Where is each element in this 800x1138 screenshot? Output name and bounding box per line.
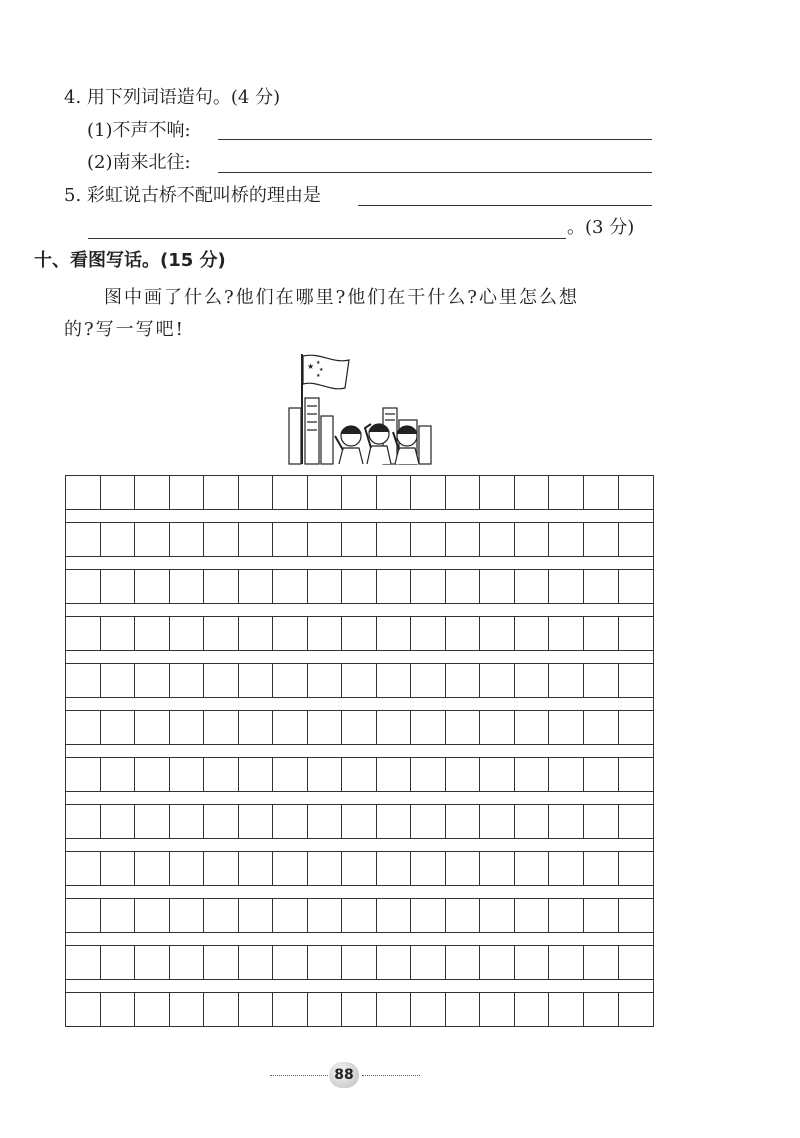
grid-cell[interactable] (170, 899, 205, 932)
grid-cell[interactable] (204, 570, 239, 603)
grid-cell[interactable] (411, 711, 446, 744)
grid-cell[interactable] (411, 758, 446, 791)
grid-cell[interactable] (446, 617, 481, 650)
grid-cell[interactable] (619, 805, 654, 838)
grid-cell[interactable] (170, 852, 205, 885)
grid-cell[interactable] (239, 852, 274, 885)
grid-cell[interactable] (480, 805, 515, 838)
grid-row-gap (65, 604, 654, 616)
grid-cell[interactable] (446, 711, 481, 744)
grid-cell[interactable] (66, 899, 101, 932)
grid-cell[interactable] (66, 617, 101, 650)
grid-cell[interactable] (342, 758, 377, 791)
grid-cell[interactable] (66, 711, 101, 744)
grid-cell[interactable] (411, 523, 446, 556)
grid-cell[interactable] (66, 476, 101, 509)
grid-cell[interactable] (308, 523, 343, 556)
grid-cell[interactable] (204, 476, 239, 509)
grid-cell[interactable] (480, 570, 515, 603)
grid-cell[interactable] (204, 899, 239, 932)
grid-cell[interactable] (101, 711, 136, 744)
grid-cell[interactable] (584, 617, 619, 650)
grid-cell[interactable] (377, 805, 412, 838)
grid-cell[interactable] (101, 852, 136, 885)
grid-cell[interactable] (446, 664, 481, 697)
section10-heading: 十、看图写话。(15 分) (34, 250, 226, 271)
svg-text:★: ★ (319, 367, 324, 373)
grid-cell[interactable] (411, 993, 446, 1026)
grid-cell[interactable] (66, 523, 101, 556)
grid-cell[interactable] (549, 476, 584, 509)
grid-cell[interactable] (308, 852, 343, 885)
q4-item2-label: (2)南来北往: (87, 152, 191, 173)
grid-cell[interactable] (66, 852, 101, 885)
svg-text:★: ★ (307, 362, 315, 371)
grid-cell[interactable] (101, 758, 136, 791)
grid-cell[interactable] (446, 758, 481, 791)
grid-cell[interactable] (549, 664, 584, 697)
grid-cell[interactable] (584, 523, 619, 556)
grid-row (65, 616, 654, 651)
grid-cell[interactable] (411, 570, 446, 603)
grid-row (65, 710, 654, 745)
grid-cell[interactable] (101, 993, 136, 1026)
section10-instruction-line1: 图中画了什么?他们在哪里?他们在干什么?心里怎么想 (104, 287, 579, 308)
grid-row (65, 898, 654, 933)
grid-cell[interactable] (377, 664, 412, 697)
grid-row (65, 992, 654, 1027)
grid-cell[interactable] (204, 664, 239, 697)
grid-cell[interactable] (308, 758, 343, 791)
grid-cell[interactable] (515, 664, 550, 697)
grid-cell[interactable] (549, 805, 584, 838)
grid-cell[interactable] (135, 758, 170, 791)
grid-cell[interactable] (239, 570, 274, 603)
grid-row (65, 569, 654, 604)
grid-cell[interactable] (273, 476, 308, 509)
grid-cell[interactable] (480, 758, 515, 791)
grid-row-gap (65, 698, 654, 710)
grid-cell[interactable] (515, 993, 550, 1026)
grid-cell[interactable] (342, 476, 377, 509)
grid-cell[interactable] (101, 476, 136, 509)
grid-cell[interactable] (584, 899, 619, 932)
grid-cell[interactable] (584, 570, 619, 603)
grid-cell[interactable] (101, 946, 136, 979)
grid-cell[interactable] (377, 617, 412, 650)
grid-cell[interactable] (239, 523, 274, 556)
grid-cell[interactable] (377, 523, 412, 556)
grid-cell[interactable] (308, 805, 343, 838)
grid-cell[interactable] (308, 617, 343, 650)
grid-cell[interactable] (480, 664, 515, 697)
grid-row (65, 757, 654, 792)
grid-cell[interactable] (619, 664, 654, 697)
q5-answer-line-2[interactable] (88, 238, 566, 239)
grid-row-gap (65, 651, 654, 663)
grid-cell[interactable] (411, 664, 446, 697)
grid-cell[interactable] (66, 664, 101, 697)
grid-cell[interactable] (480, 617, 515, 650)
footer-dots-right (362, 1075, 420, 1076)
grid-cell[interactable] (273, 946, 308, 979)
grid-cell[interactable] (377, 476, 412, 509)
illustration-flag-children (285, 350, 433, 466)
grid-cell[interactable] (584, 664, 619, 697)
grid-cell[interactable] (480, 711, 515, 744)
grid-cell[interactable] (446, 523, 481, 556)
q4-item1-label: (1)不声不响: (87, 120, 191, 141)
grid-cell[interactable] (135, 805, 170, 838)
building-left-1 (289, 408, 301, 464)
grid-cell[interactable] (239, 805, 274, 838)
grid-cell[interactable] (584, 946, 619, 979)
grid-cell[interactable] (515, 523, 550, 556)
grid-cell[interactable] (411, 946, 446, 979)
grid-row-gap (65, 980, 654, 992)
grid-cell[interactable] (204, 993, 239, 1026)
grid-cell[interactable] (619, 476, 654, 509)
grid-cell[interactable] (66, 805, 101, 838)
grid-cell[interactable] (377, 758, 412, 791)
grid-cell[interactable] (273, 852, 308, 885)
grid-row (65, 475, 654, 510)
grid-cell[interactable] (619, 899, 654, 932)
grid-cell[interactable] (377, 993, 412, 1026)
grid-cell[interactable] (273, 711, 308, 744)
grid-cell[interactable] (135, 664, 170, 697)
grid-cell[interactable] (515, 711, 550, 744)
grid-cell[interactable] (170, 758, 205, 791)
grid-cell[interactable] (480, 899, 515, 932)
grid-cell[interactable] (515, 617, 550, 650)
grid-cell[interactable] (308, 476, 343, 509)
grid-cell[interactable] (549, 711, 584, 744)
grid-cell[interactable] (308, 664, 343, 697)
grid-cell[interactable] (584, 852, 619, 885)
grid-cell[interactable] (342, 523, 377, 556)
grid-cell[interactable] (549, 946, 584, 979)
grid-row-gap (65, 839, 654, 851)
grid-cell[interactable] (411, 852, 446, 885)
grid-cell[interactable] (308, 570, 343, 603)
grid-cell[interactable] (515, 946, 550, 979)
grid-cell[interactable] (619, 570, 654, 603)
grid-cell[interactable] (170, 711, 205, 744)
grid-cell[interactable] (66, 993, 101, 1026)
grid-row-gap (65, 557, 654, 569)
grid-cell[interactable] (204, 711, 239, 744)
grid-cell[interactable] (308, 711, 343, 744)
q4-title: 4. 用下列词语造句。(4 分) (64, 87, 281, 108)
grid-cell[interactable] (135, 617, 170, 650)
grid-cell[interactable] (480, 523, 515, 556)
grid-cell[interactable] (135, 946, 170, 979)
grid-cell[interactable] (342, 852, 377, 885)
grid-cell[interactable] (515, 805, 550, 838)
grid-cell[interactable] (239, 993, 274, 1026)
grid-cell[interactable] (584, 993, 619, 1026)
grid-cell[interactable] (549, 993, 584, 1026)
grid-cell[interactable] (342, 993, 377, 1026)
grid-cell[interactable] (170, 664, 205, 697)
svg-text:★: ★ (316, 373, 321, 379)
grid-cell[interactable] (342, 570, 377, 603)
grid-cell[interactable] (446, 946, 481, 979)
grid-cell[interactable] (101, 899, 136, 932)
grid-cell[interactable] (377, 852, 412, 885)
q4-item1-answer-line[interactable] (218, 139, 652, 140)
grid-cell[interactable] (411, 476, 446, 509)
grid-cell[interactable] (101, 523, 136, 556)
grid-cell[interactable] (446, 852, 481, 885)
grid-cell[interactable] (135, 523, 170, 556)
grid-row-gap (65, 792, 654, 804)
grid-cell[interactable] (135, 711, 170, 744)
grid-cell[interactable] (101, 805, 136, 838)
grid-cell[interactable] (273, 617, 308, 650)
grid-cell[interactable] (135, 570, 170, 603)
grid-cell[interactable] (584, 711, 619, 744)
grid-cell[interactable] (308, 993, 343, 1026)
grid-row-gap (65, 745, 654, 757)
q5-answer-line-1[interactable] (358, 205, 652, 206)
grid-cell[interactable] (170, 617, 205, 650)
grid-row-gap (65, 933, 654, 945)
grid-row (65, 804, 654, 839)
grid-cell[interactable] (170, 805, 205, 838)
page-footer (270, 1062, 420, 1088)
grid-cell[interactable] (239, 946, 274, 979)
grid-cell[interactable] (135, 476, 170, 509)
grid-row-gap (65, 886, 654, 898)
grid-cell[interactable] (549, 617, 584, 650)
grid-cell[interactable] (584, 476, 619, 509)
grid-cell[interactable] (619, 523, 654, 556)
grid-cell[interactable] (515, 852, 550, 885)
grid-cell[interactable] (308, 899, 343, 932)
grid-cell[interactable] (135, 899, 170, 932)
grid-cell[interactable] (342, 946, 377, 979)
grid-cell[interactable] (66, 946, 101, 979)
grid-cell[interactable] (342, 805, 377, 838)
grid-cell[interactable] (204, 805, 239, 838)
grid-cell[interactable] (377, 570, 412, 603)
grid-cell[interactable] (342, 711, 377, 744)
grid-cell[interactable] (204, 946, 239, 979)
grid-cell[interactable] (377, 711, 412, 744)
grid-cell[interactable] (273, 570, 308, 603)
grid-cell[interactable] (411, 617, 446, 650)
grid-cell[interactable] (170, 946, 205, 979)
grid-cell[interactable] (584, 805, 619, 838)
grid-cell[interactable] (480, 852, 515, 885)
grid-cell[interactable] (135, 993, 170, 1026)
grid-cell[interactable] (515, 899, 550, 932)
grid-cell[interactable] (342, 664, 377, 697)
grid-cell[interactable] (446, 993, 481, 1026)
grid-row (65, 522, 654, 557)
flag (303, 355, 349, 389)
grid-cell[interactable] (377, 946, 412, 979)
grid-cell[interactable] (239, 758, 274, 791)
grid-cell[interactable] (204, 523, 239, 556)
grid-cell[interactable] (66, 758, 101, 791)
grid-cell[interactable] (619, 758, 654, 791)
grid-cell[interactable] (239, 476, 274, 509)
grid-cell[interactable] (239, 711, 274, 744)
grid-cell[interactable] (446, 899, 481, 932)
grid-cell[interactable] (273, 899, 308, 932)
q4-item2-answer-line[interactable] (218, 172, 652, 173)
grid-cell[interactable] (584, 758, 619, 791)
grid-cell[interactable] (204, 852, 239, 885)
grid-cell[interactable] (66, 570, 101, 603)
grid-cell[interactable] (273, 664, 308, 697)
grid-cell[interactable] (515, 758, 550, 791)
grid-cell[interactable] (619, 852, 654, 885)
grid-cell[interactable] (273, 805, 308, 838)
building-left-2 (305, 398, 319, 464)
building-right-3 (419, 426, 431, 464)
grid-cell[interactable] (446, 476, 481, 509)
grid-cell[interactable] (446, 570, 481, 603)
grid-row (65, 851, 654, 886)
grid-cell[interactable] (480, 993, 515, 1026)
grid-cell[interactable] (619, 711, 654, 744)
grid-cell[interactable] (480, 946, 515, 979)
grid-cell[interactable] (342, 899, 377, 932)
footer-dots-left (270, 1075, 328, 1076)
grid-cell[interactable] (101, 617, 136, 650)
grid-row (65, 663, 654, 698)
grid-cell[interactable] (170, 523, 205, 556)
grid-cell[interactable] (273, 993, 308, 1026)
grid-cell[interactable] (549, 523, 584, 556)
grid-cell[interactable] (549, 899, 584, 932)
grid-cell[interactable] (619, 946, 654, 979)
grid-cell[interactable] (549, 758, 584, 791)
grid-row (65, 945, 654, 980)
grid-cell[interactable] (204, 758, 239, 791)
grid-cell[interactable] (342, 617, 377, 650)
building-left-3 (321, 416, 333, 464)
grid-row-gap (65, 510, 654, 522)
grid-cell[interactable] (480, 476, 515, 509)
grid-cell[interactable] (411, 805, 446, 838)
grid-cell[interactable] (308, 946, 343, 979)
grid-cell[interactable] (135, 852, 170, 885)
grid-cell[interactable] (549, 570, 584, 603)
grid-cell[interactable] (239, 899, 274, 932)
svg-text:★: ★ (316, 360, 321, 366)
grid-cell[interactable] (101, 570, 136, 603)
grid-cell[interactable] (619, 617, 654, 650)
grid-cell[interactable] (377, 899, 412, 932)
grid-cell[interactable] (273, 523, 308, 556)
grid-cell[interactable] (204, 617, 239, 650)
grid-cell[interactable] (446, 805, 481, 838)
q5-points: 。(3 分) (567, 217, 635, 238)
grid-cell[interactable] (239, 664, 274, 697)
page-number: 88 (329, 1062, 359, 1088)
grid-cell[interactable] (549, 852, 584, 885)
grid-cell[interactable] (515, 476, 550, 509)
grid-cell[interactable] (170, 476, 205, 509)
grid-cell[interactable] (101, 664, 136, 697)
grid-cell[interactable] (239, 617, 274, 650)
grid-cell[interactable] (170, 993, 205, 1026)
grid-cell[interactable] (411, 899, 446, 932)
grid-cell[interactable] (515, 570, 550, 603)
grid-cell[interactable] (170, 570, 205, 603)
q5-prompt: 5. 彩虹说古桥不配叫桥的理由是 (64, 185, 321, 206)
section10-instruction-line2: 的?写一写吧! (64, 319, 185, 340)
grid-cell[interactable] (273, 758, 308, 791)
grid-cell[interactable] (619, 993, 654, 1026)
